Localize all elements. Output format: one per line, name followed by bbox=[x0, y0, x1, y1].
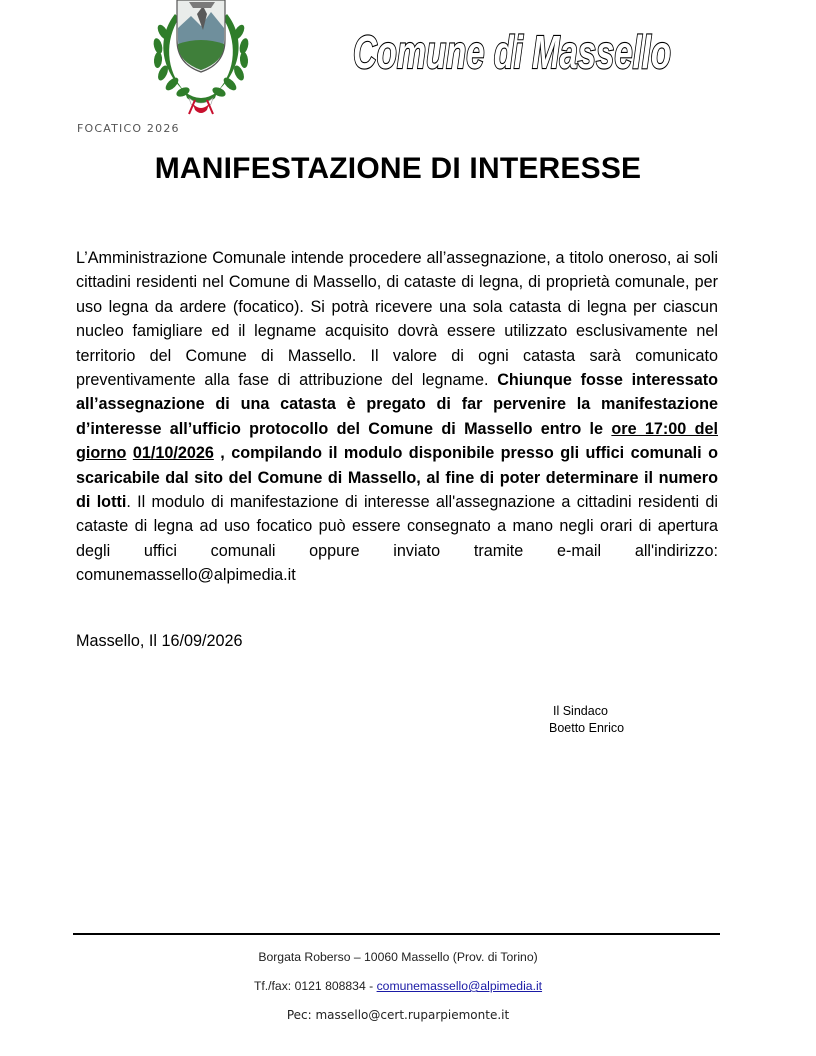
document-title: MANIFESTAZIONE DI INTERESSE bbox=[154, 152, 642, 185]
deadline-time: ore 17:00 del giorno bbox=[76, 419, 718, 463]
signature-block bbox=[549, 703, 624, 737]
deadline-date: 01/10/2026 bbox=[132, 444, 214, 463]
document-tag: FOCATICO 2026 bbox=[77, 122, 180, 135]
footer-phone: Tf./fax: 0121 808834 - bbox=[253, 979, 377, 993]
signature-role: Il Sindaco bbox=[553, 704, 608, 718]
footer-pec: Pec: massello@cert.ruparpiemonte.it bbox=[286, 1008, 510, 1022]
footer-address: Borgata Roberso – 10060 Massello (Prov. di Torino) bbox=[258, 950, 538, 964]
municipality-masthead bbox=[348, 14, 678, 80]
body-intro: L’Amministrazione Comunale intende procedere all’assegnazione, a titolo oneroso, ai soli cittadini residenti nel Comune di Massello, di cataste di legna, di proprietà comunale, per uso legna da ardere (focatico). Si potrà ricevere una sola catasta di legna per ciascun nucleo famigliare ed il legname acquisito dovrà essere utilizzato esclusivamente nel territorio del Comune di Massello. Il valore di ogni catasta sarà comunicato preventivamente alla fase di attribuzione del legname. bbox=[76, 249, 718, 390]
body-bold-request: Chiunque fosse interessato all’assegnazione di una catasta è pregato di far pervenire la manifestazione d’interesse all’ufficio protocollo del Comune di Massello entro le bbox=[76, 371, 719, 438]
signature-name: Boetto Enrico bbox=[549, 721, 625, 735]
body-closing: . Il modulo di manifestazione di interesse all'assegnazione a cittadini residenti di cataste di legna ad uso focatico può essere consegnato a mano negli orari di apertura degli uffici comunali oppure inviato tramite e-mail all'indirizzo: comunemassello@alpimedia.it bbox=[76, 493, 718, 585]
footer-email-link[interactable]: comunemassello@alpimedia.it bbox=[376, 979, 543, 993]
announcement-body bbox=[76, 246, 718, 588]
place-and-date: Massello, Il 16/09/2026 bbox=[76, 632, 243, 650]
footer-divider bbox=[73, 933, 720, 935]
masthead-text: Comune di Massello bbox=[353, 26, 671, 78]
body-bold-instructions: , compilando il modulo disponibile presso gli uffici comunali o scaricabile dal sito del Comune di Massello, al fine di poter determinare il numero di lotti bbox=[76, 444, 719, 512]
coat-of-arms-icon bbox=[145, 0, 257, 116]
footer-contacts bbox=[0, 979, 796, 993]
